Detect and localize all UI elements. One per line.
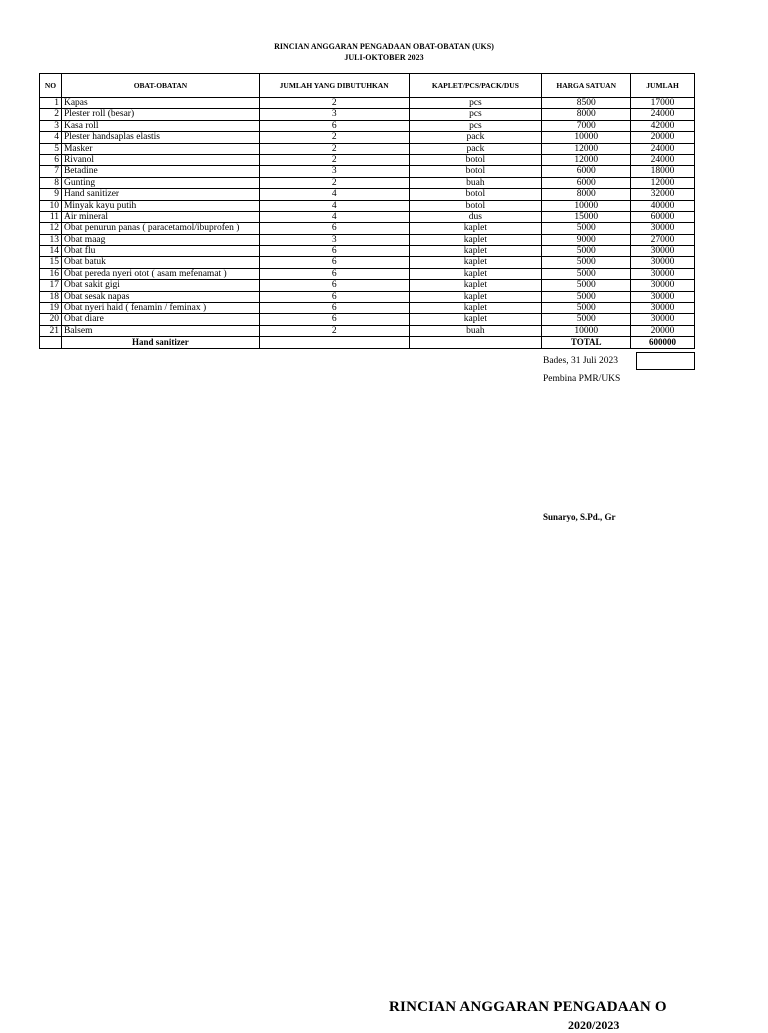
- row-qty: 2: [259, 154, 409, 165]
- row-total: 30000: [631, 291, 695, 302]
- table-row: [40, 223, 695, 234]
- row-item: Betadine: [61, 166, 259, 177]
- table-row: [40, 325, 695, 336]
- row-no: 19: [40, 303, 62, 314]
- row-total: 27000: [631, 234, 695, 245]
- row-item: Gunting: [61, 177, 259, 188]
- row-unit: buah: [409, 325, 542, 336]
- row-no: 13: [40, 234, 62, 245]
- row-total: 42000: [631, 120, 695, 131]
- row-total: 17000: [631, 98, 695, 109]
- row-unit: botol: [409, 200, 542, 211]
- row-price: 8000: [542, 189, 631, 200]
- row-item: Kapas: [61, 98, 259, 109]
- header-item: OBAT-OBATAN: [61, 74, 259, 98]
- row-qty: 2: [259, 325, 409, 336]
- row-total: 30000: [631, 246, 695, 257]
- signature-place-date: Bades, 31 Juli 2023: [543, 356, 618, 366]
- row-item: Minyak kayu putih: [61, 200, 259, 211]
- table-row: [40, 143, 695, 154]
- row-qty: 6: [259, 246, 409, 257]
- row-qty: 2: [259, 143, 409, 154]
- table-row: [40, 314, 695, 325]
- row-price: 5000: [542, 314, 631, 325]
- row-unit: botol: [409, 166, 542, 177]
- row-qty: 6: [259, 280, 409, 291]
- table-row: [40, 177, 695, 188]
- row-price: 12000: [542, 143, 631, 154]
- row-total: 30000: [631, 303, 695, 314]
- row-item: Obat maag: [61, 234, 259, 245]
- row-price: 5000: [542, 223, 631, 234]
- row-item: Obat diare: [61, 314, 259, 325]
- footer-item: Hand sanitizer: [61, 337, 259, 349]
- total-value: 600000: [631, 337, 695, 349]
- row-total: 40000: [631, 200, 695, 211]
- row-price: 9000: [542, 234, 631, 245]
- title-line-2: JULI-OKTOBER 2023: [344, 53, 424, 62]
- row-unit: kaplet: [409, 246, 542, 257]
- row-total: 30000: [631, 223, 695, 234]
- table-row: [40, 109, 695, 120]
- table-row: [40, 280, 695, 291]
- row-price: 5000: [542, 257, 631, 268]
- row-item: Masker: [61, 143, 259, 154]
- row-no: 9: [40, 189, 62, 200]
- row-total: 12000: [631, 177, 695, 188]
- row-price: 6000: [542, 166, 631, 177]
- stamp-box: [636, 352, 695, 370]
- row-no: 2: [40, 109, 62, 120]
- table-row: [40, 200, 695, 211]
- row-price: 10000: [542, 325, 631, 336]
- total-label: TOTAL: [542, 337, 631, 349]
- row-price: 8500: [542, 98, 631, 109]
- row-total: 24000: [631, 109, 695, 120]
- row-item: Kasa roll: [61, 120, 259, 131]
- row-unit: pcs: [409, 109, 542, 120]
- row-item: Air mineral: [61, 211, 259, 222]
- header-total: JUMLAH: [631, 74, 695, 98]
- row-no: 11: [40, 211, 62, 222]
- row-price: 5000: [542, 303, 631, 314]
- row-price: 10000: [542, 200, 631, 211]
- row-no: 5: [40, 143, 62, 154]
- row-unit: buah: [409, 177, 542, 188]
- row-item: Plester handsaplas elastis: [61, 132, 259, 143]
- signature-role: Pembina PMR/UKS: [543, 374, 621, 384]
- document-title: [0, 41, 768, 63]
- row-no: 16: [40, 268, 62, 279]
- row-no: 20: [40, 314, 62, 325]
- row-no: 17: [40, 280, 62, 291]
- table-row: [40, 166, 695, 177]
- row-qty: 2: [259, 177, 409, 188]
- table-row: [40, 132, 695, 143]
- row-item: Obat sakit gigi: [61, 280, 259, 291]
- table-row: [40, 154, 695, 165]
- row-item: Balsem: [61, 325, 259, 336]
- row-qty: 6: [259, 223, 409, 234]
- header-unit: KAPLET/PCS/PACK/DUS: [409, 74, 542, 98]
- row-price: 15000: [542, 211, 631, 222]
- row-price: 10000: [542, 132, 631, 143]
- row-total: 30000: [631, 268, 695, 279]
- row-no: 18: [40, 291, 62, 302]
- row-item: Plester roll (besar): [61, 109, 259, 120]
- row-qty: 6: [259, 314, 409, 325]
- table-row: [40, 303, 695, 314]
- row-total: 30000: [631, 257, 695, 268]
- row-no: 21: [40, 325, 62, 336]
- row-qty: 4: [259, 200, 409, 211]
- row-qty: 4: [259, 189, 409, 200]
- table-row: [40, 291, 695, 302]
- row-no: 7: [40, 166, 62, 177]
- row-total: 30000: [631, 314, 695, 325]
- table-row: [40, 234, 695, 245]
- row-unit: pack: [409, 143, 542, 154]
- row-no: 15: [40, 257, 62, 268]
- row-total: 30000: [631, 280, 695, 291]
- row-total: 24000: [631, 143, 695, 154]
- row-item: Hand sanitizer: [61, 189, 259, 200]
- row-price: 5000: [542, 280, 631, 291]
- table-row: [40, 189, 695, 200]
- row-no: 12: [40, 223, 62, 234]
- budget-table: [39, 73, 695, 349]
- row-unit: kaplet: [409, 280, 542, 291]
- row-total: 60000: [631, 211, 695, 222]
- table-row: [40, 98, 695, 109]
- row-item: Obat penurun panas ( paracetamol/ibuprofen ): [61, 223, 259, 234]
- row-qty: 6: [259, 268, 409, 279]
- row-item: Obat batuk: [61, 257, 259, 268]
- row-unit: botol: [409, 154, 542, 165]
- row-unit: kaplet: [409, 303, 542, 314]
- header-no: NO: [40, 74, 62, 98]
- row-no: 1: [40, 98, 62, 109]
- row-unit: kaplet: [409, 291, 542, 302]
- table-header-row: [40, 74, 695, 98]
- row-unit: kaplet: [409, 234, 542, 245]
- header-qty: JUMLAH YANG DIBUTUHKAN: [259, 74, 409, 98]
- row-no: 10: [40, 200, 62, 211]
- next-page-subtitle: 2020/2023: [568, 1018, 620, 1032]
- row-qty: 3: [259, 109, 409, 120]
- row-qty: 6: [259, 120, 409, 131]
- row-unit: dus: [409, 211, 542, 222]
- row-no: 4: [40, 132, 62, 143]
- row-qty: 4: [259, 211, 409, 222]
- row-price: 5000: [542, 246, 631, 257]
- row-unit: kaplet: [409, 314, 542, 325]
- row-qty: 3: [259, 234, 409, 245]
- row-item: Obat pereda nyeri otot ( asam mefenamat ): [61, 268, 259, 279]
- row-unit: kaplet: [409, 257, 542, 268]
- row-item: Obat sesak napas: [61, 291, 259, 302]
- row-item: Obat nyeri haid ( fenamin / feminax ): [61, 303, 259, 314]
- signature-name: Sunaryo, S.Pd., Gr: [543, 512, 616, 522]
- table-row: [40, 268, 695, 279]
- table-row: [40, 246, 695, 257]
- row-price: 6000: [542, 177, 631, 188]
- row-price: 7000: [542, 120, 631, 131]
- row-unit: pack: [409, 132, 542, 143]
- table-footer-row: [40, 337, 695, 349]
- row-total: 20000: [631, 325, 695, 336]
- table-row: [40, 211, 695, 222]
- row-item: Obat flu: [61, 246, 259, 257]
- row-unit: pcs: [409, 98, 542, 109]
- row-price: 8000: [542, 109, 631, 120]
- row-unit: botol: [409, 189, 542, 200]
- row-unit: pcs: [409, 120, 542, 131]
- row-no: 3: [40, 120, 62, 131]
- header-price: HARGA SATUAN: [542, 74, 631, 98]
- table-row: [40, 120, 695, 131]
- row-qty: 6: [259, 257, 409, 268]
- row-price: 12000: [542, 154, 631, 165]
- next-page-title: RINCIAN ANGGARAN PENGADAAN O: [389, 999, 667, 1015]
- row-total: 18000: [631, 166, 695, 177]
- row-total: 24000: [631, 154, 695, 165]
- row-unit: kaplet: [409, 223, 542, 234]
- row-no: 8: [40, 177, 62, 188]
- row-total: 20000: [631, 132, 695, 143]
- row-item: Rivanol: [61, 154, 259, 165]
- row-no: 14: [40, 246, 62, 257]
- table-row: [40, 257, 695, 268]
- table-body: [40, 98, 695, 337]
- row-qty: 2: [259, 132, 409, 143]
- row-qty: 3: [259, 166, 409, 177]
- row-qty: 6: [259, 303, 409, 314]
- row-no: 6: [40, 154, 62, 165]
- row-price: 5000: [542, 268, 631, 279]
- row-total: 32000: [631, 189, 695, 200]
- row-qty: 6: [259, 291, 409, 302]
- row-qty: 2: [259, 98, 409, 109]
- row-price: 5000: [542, 291, 631, 302]
- title-line-1: RINCIAN ANGGARAN PENGADAAN OBAT-OBATAN (UKS): [274, 42, 494, 51]
- row-unit: kaplet: [409, 268, 542, 279]
